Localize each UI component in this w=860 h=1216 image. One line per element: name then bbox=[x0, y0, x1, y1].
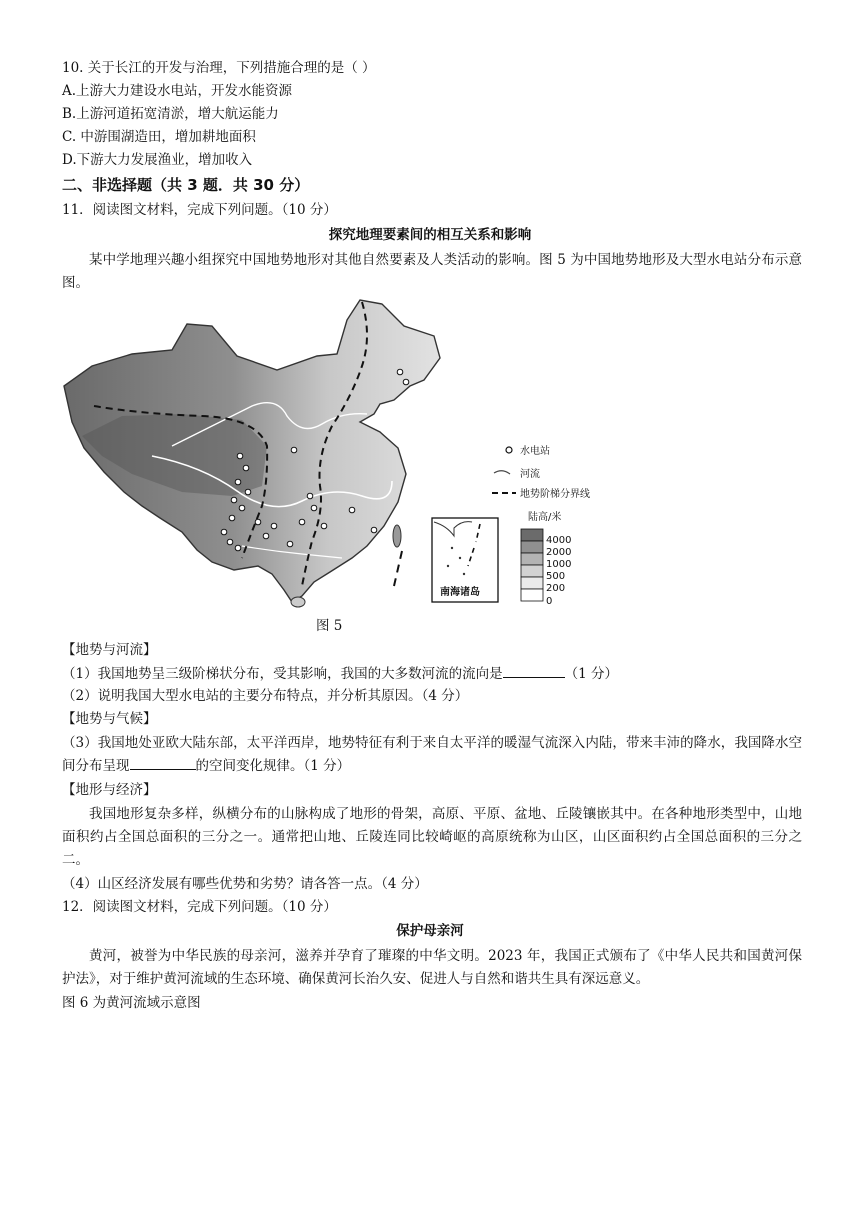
hydro-station bbox=[235, 545, 241, 551]
hydro-station bbox=[243, 465, 249, 471]
hydro-station bbox=[287, 541, 293, 547]
legend-elev-1000: 1000 bbox=[546, 559, 572, 570]
heading-terrain-climate: 【地势与气候】 bbox=[62, 711, 157, 727]
q11-part1 bbox=[62, 663, 618, 684]
answer-blank-3[interactable] bbox=[130, 755, 196, 770]
heading-terrain-economy: 【地形与经济】 bbox=[62, 782, 157, 798]
q12-stem: 12．阅读图文材料，完成下列问题。（10 分） bbox=[62, 899, 337, 915]
hydro-station bbox=[239, 505, 245, 511]
inset-label: 南海诸岛 bbox=[440, 587, 480, 598]
q11-part3-text: （3）我国地处亚欧大陆东部，太平洋西岸，地势特征有利于来自太平洋的暖湿气流深入内陆，带来丰沛的降水，我国降水空间分布呈现 bbox=[62, 735, 802, 774]
legend-elev-500: 500 bbox=[546, 571, 566, 582]
q10-option-a: A.上游大力建设水电站，开发水能资源 bbox=[62, 83, 293, 99]
q10-option-d: D.下游大力发展渔业，增加收入 bbox=[62, 152, 253, 168]
legend-elev-0: 0 bbox=[546, 596, 553, 607]
legend-elev-200: 200 bbox=[546, 583, 566, 594]
q12-intro-tail: 图 6 为黄河流域示意图 bbox=[62, 995, 201, 1011]
q12-intro: 黄河，被誉为中华民族的母亲河，滋养并孕育了璀璨的中华文明。2023 年，我国正式颁布了《中华人民共和国黄河保护法》，对于维护黄河流域的生态环境、确保黄河长治久安、促进人与自然和谐共生具有深远意义。 bbox=[62, 948, 802, 987]
heading-terrain-rivers: 【地势与河流】 bbox=[62, 642, 157, 658]
answer-blank-1[interactable] bbox=[503, 663, 565, 678]
q11-part3 bbox=[62, 732, 802, 778]
legend-boundary: 地势阶梯分界线 bbox=[520, 489, 590, 500]
q11-subtitle: 探究地理要素间的相互关系和影响 bbox=[328, 227, 532, 243]
hainan-island bbox=[291, 597, 305, 607]
hydro-station bbox=[397, 369, 403, 375]
hydro-station bbox=[271, 523, 277, 529]
q10-option-c: C. 中游围湖造田，增加耕地面积 bbox=[62, 129, 256, 145]
hydro-station bbox=[311, 505, 317, 511]
legend-elev-4000: 4000 bbox=[546, 535, 572, 546]
legend-river: 河流 bbox=[520, 469, 540, 480]
china-terrain-hydro-map bbox=[62, 296, 622, 610]
figure5-caption: 图 5 bbox=[316, 618, 343, 634]
q10-stem: 10. 关于长江的开发与治理，下列措施合理的是（ ） bbox=[62, 60, 376, 76]
hydro-station bbox=[229, 515, 235, 521]
hydro-station bbox=[403, 379, 409, 385]
hydro-station bbox=[255, 519, 261, 525]
hydro-station bbox=[349, 507, 355, 513]
south-china-sea-inset bbox=[432, 518, 498, 602]
q11-intro: 某中学地理兴趣小组探究中国地势地形对其他自然要素及人类活动的影响。图 5 为中国地势地形及大型水电站分布示意图。 bbox=[62, 252, 802, 291]
hydro-station bbox=[237, 453, 243, 459]
q11-part2: （2）说明我国大型水电站的主要分布特点，并分析其原因。（4 分） bbox=[62, 688, 469, 704]
map-legend bbox=[492, 444, 590, 607]
q11-part3-tail: 的空间变化规律。（1 分） bbox=[195, 758, 351, 774]
q12-subtitle: 保护母亲河 bbox=[396, 923, 464, 939]
hydro-station bbox=[231, 497, 237, 503]
hydro-station bbox=[291, 447, 297, 453]
hydro-station bbox=[299, 519, 305, 525]
section2-title: 二、非选择题（共 3 题．共 30 分） bbox=[62, 176, 310, 194]
q11-stem: 11．阅读图文材料，完成下列问题。（10 分） bbox=[62, 202, 337, 218]
legend-hydro: 水电站 bbox=[520, 446, 550, 457]
hydro-station bbox=[371, 527, 377, 533]
q11-part1-text: （1）我国地势呈三级阶梯状分布，受其影响，我国的大多数河流的流向是 bbox=[62, 666, 503, 682]
hydro-station bbox=[235, 479, 241, 485]
q10-option-b: B.上游河道拓宽清淤，增大航运能力 bbox=[62, 106, 279, 122]
legend-elev-title: 陆高/米 bbox=[528, 512, 562, 523]
hydro-station bbox=[227, 539, 233, 545]
hydro-station bbox=[245, 489, 251, 495]
q11-terrain-paragraph: 我国地形复杂多样，纵横分布的山脉构成了地形的骨架，高原、平原、盆地、丘陵镶嵌其中。在各种地形类型中，山地面积约占全国总面积的三分之一。通常把山地、丘陵连同比较崎岖的高原统称为山区，山区面积约占全国总面积的三分之二。 bbox=[62, 806, 802, 868]
island-dashes bbox=[394, 551, 402, 586]
hydro-station bbox=[263, 533, 269, 539]
hydro-station bbox=[321, 523, 327, 529]
legend-elev-2000: 2000 bbox=[546, 547, 572, 558]
q11-part4: （4）山区经济发展有哪些优势和劣势？请各答一点。（4 分） bbox=[62, 876, 428, 892]
hydro-station bbox=[307, 493, 313, 499]
hydro-station bbox=[221, 529, 227, 535]
taiwan-island bbox=[393, 525, 401, 547]
q11-part1-score: （1 分） bbox=[564, 666, 618, 682]
